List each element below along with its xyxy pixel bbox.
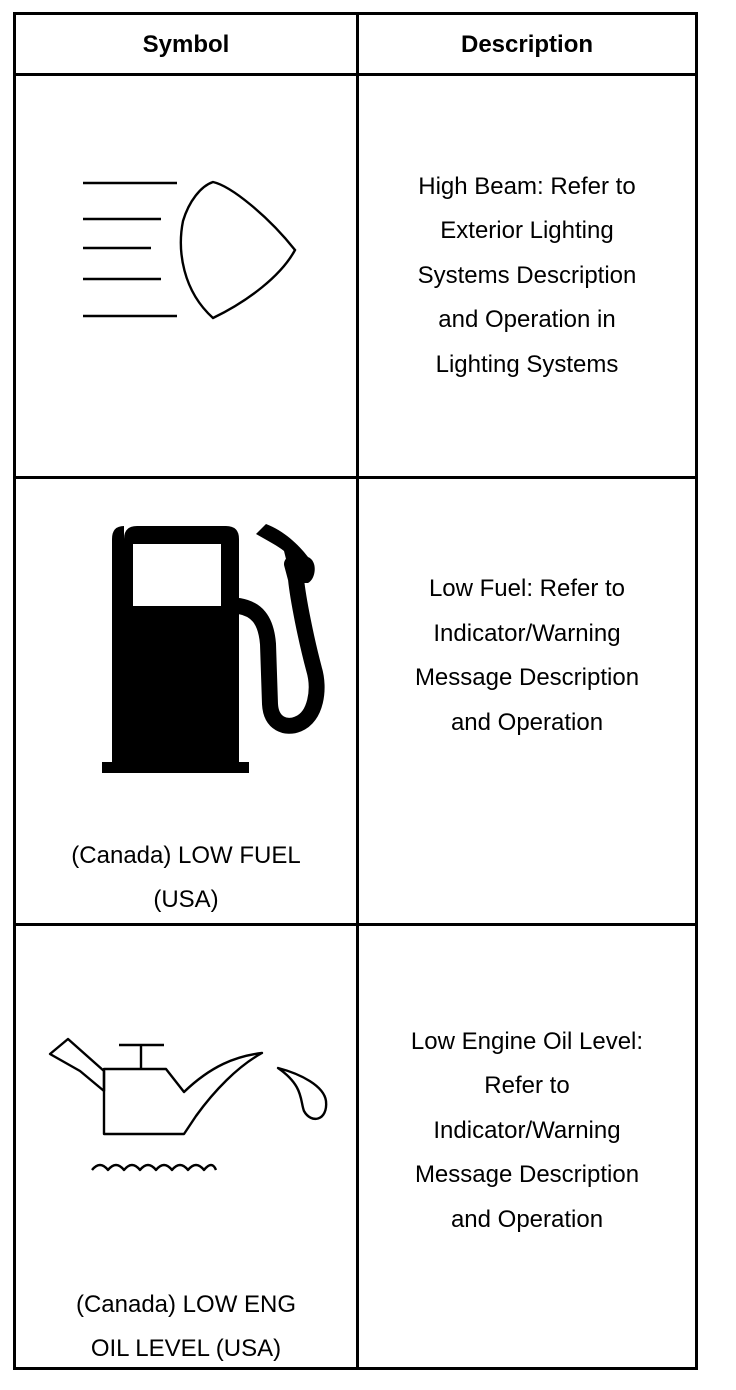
header-symbol: Symbol (142, 31, 230, 58)
symbol-caption: (Canada) LOW ENG OIL LEVEL (USA) (75, 1291, 297, 1362)
symbol-table (13, 12, 698, 1370)
high-beam-icon (16, 76, 356, 476)
description-text: Low Fuel: Refer to Indicator/Warning Message Description and Operation (414, 575, 640, 736)
symbol-cell-low-oil (16, 926, 356, 1370)
symbol-cell-low-fuel (16, 479, 356, 923)
description-text: Low Engine Oil Level: Refer to Indicator/Warning Message Description and Operation (410, 1027, 644, 1233)
header-description: Description (460, 31, 594, 58)
symbol-caption: (Canada) LOW FUEL (USA) (71, 842, 301, 913)
description-cell-low-fuel (359, 479, 695, 833)
description-cell-low-oil (359, 926, 695, 1336)
symbol-cell-high-beam (16, 76, 356, 476)
description-cell-high-beam (359, 76, 695, 476)
description-text: High Beam: Refer to Exterior Lighting Systems Description and Operation in Lighting Systems (417, 172, 637, 378)
